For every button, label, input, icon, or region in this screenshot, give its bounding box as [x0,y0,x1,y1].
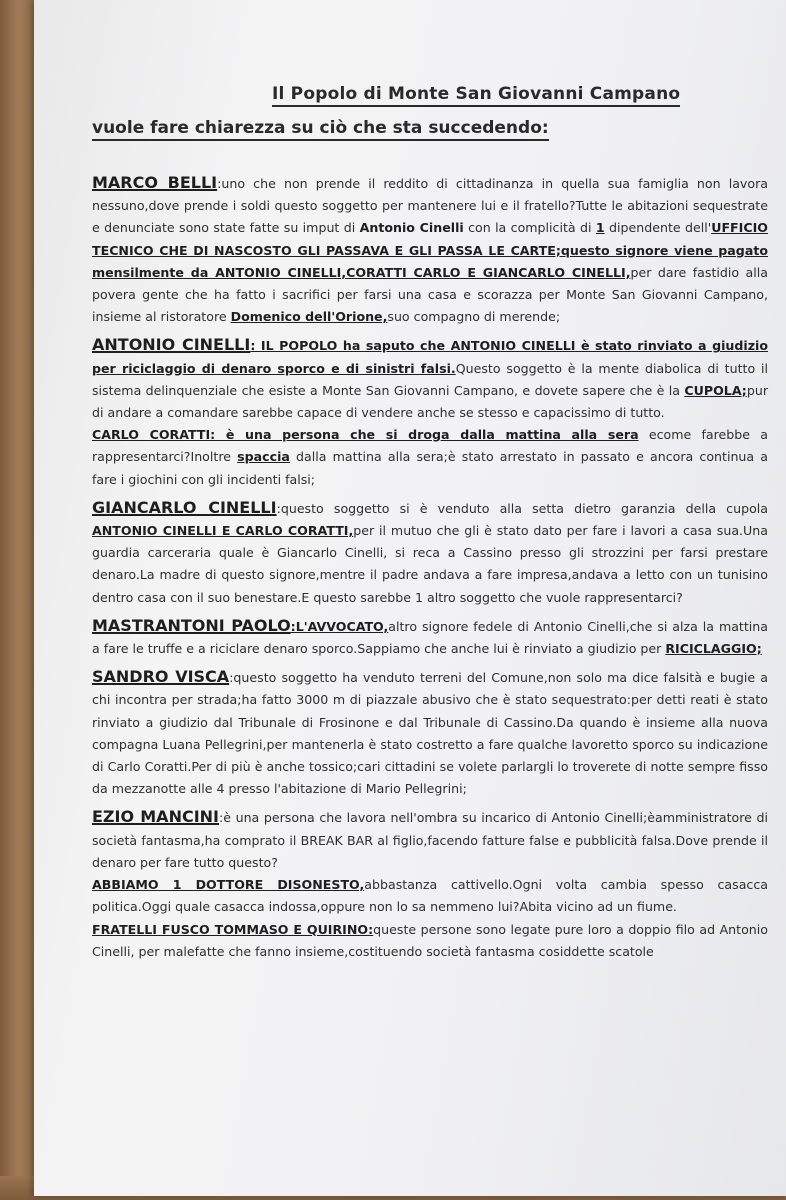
paragraph-sandro-visca [92,666,768,800]
flyer-title-line-1: Il Popolo di Monte San Giovanni Campano [272,84,680,107]
bold-underlined-span: ABBIAMO 1 DOTTORE DISONESTO, [92,877,365,893]
bold-underlined-span: UFFICIO TECNICO CHE DI NASCOSTO GLI PASSAVA E GLI PASSA LE CARTE;questo signore viene pagato mensilmente da ANTONIO CINELLI,CORATTI CARLO E GIANCARLO CINELLI, [92,220,768,280]
paragraph-carlo-coratti [92,424,768,491]
bold-underlined-span: : IL POPOLO ha saputo che ANTONIO CINELLI è stato rinviato a giudizio per riciclaggio di denaro sporco e di sinistri falsi. [92,338,768,376]
text-span: queste persone sono legate pure loro a doppio filo ad Antonio Cinelli, per malefatte che fanno insieme,costituendo società fantasma cosiddette scatole [92,921,768,959]
bold-underlined-span: 1 [595,220,605,236]
flyer-sheet [34,0,786,1196]
text-span: altro signore fedele di Antonio Cinelli,che si alza la mattina a fare le truffe e a riciclare denaro sporco.Sappiamo che anche lui è rinviato a giudizio per [92,618,769,657]
text-span: con la complicità di [463,220,596,236]
text-span: per il mutuo che gli è stato dato per fare i lavori a casa sua.Una guardia carceraria quale è Giancarlo Cinelli, si reca a Cassino presso gli strozzini per farsi prestare denaro.La madre di questo signore,mentre il padre andava a fare impresa,andava a letto con un tunisino dentro casa con il suo benestare.E questo sarebbe 1 altro soggetto che vuole rappresentarci? [92,523,768,605]
text-span: suo compagno di merende; [387,309,561,325]
name-giancarlo-cinelli: GIANCARLO CINELLI [92,497,277,517]
text-span: :questo soggetto ha venduto terreni del Comune,non solo ma dice falsità e bugie a chi incontra per strada;ha fatto 3000 m di piazzale abusivo che è stato sequestrato:per detti reati è stato rinviato a giudizio dal Tribunale di Frosinone e dal Tribunale di Cassino.Da quando è insieme alla nuova compagna Luana Pellegrini,per mantenerla è stato costretto a fare qualche lavoretto sporco su indicazione di Carlo Coratti.Per di più è anche tossico;cari cittadini se volete parlargli lo troverete di notte sempre fisso da mezzanotte alle 4 presso l'abitazione di Mario Pellegrini; [92,670,768,797]
name-sandro-visca: SANDRO VISCA [92,667,230,687]
name-mastrantoni-paolo: MASTRANTONI PAOLO [92,615,291,635]
paragraph-mastrantoni-paolo [92,615,768,660]
flyer-body [92,172,768,963]
paragraph-ezio-mancini [92,806,768,874]
bold-underlined-span: :L'AVVOCATO, [290,618,389,634]
paragraph-giancarlo-cinelli [92,497,768,609]
text-span: pur di andare a comandare sarebbe capace di vendere anche se stesso e capacissimo di tutto. [92,382,768,421]
paragraph-antonio-cinelli [92,334,768,424]
text-span: dipendente dell' [604,220,712,236]
text-span: :uno che non prende il reddito di cittadinanza in quella sua famiglia non lavora nessuno,dove prende i soldi questo soggetto per mantenere lui e il fratello?Tutte le abitazioni sequestrate e denunciate sono state fatte su imput di [92,176,768,236]
paragraph-fratelli-fusco [92,919,768,963]
text-span: :è una persona che lavora nell'ombra su incarico di Antonio Cinelli;èamministratore di società fantasma,ha comprato il BREAK BAR al figlio,facendo fatture false e pubblicità falsa.Dove prende il denaro per fare tutto questo? [92,810,768,870]
flyer-title-line-2: vuole fare chiarezza su ciò che sta succedendo: [92,118,549,141]
bold-span: Antonio Cinelli [359,220,464,236]
name-ezio-mancini: EZIO MANCINI [92,807,219,827]
text-span: dalla mattina alla sera;è stato arrestato in passato e ancora continua a fare i giochini con gli incidenti falsi; [92,449,768,487]
name-antonio-cinelli: ANTONIO CINELLI [92,335,251,355]
paragraph-marco-belli [92,172,768,328]
text-span: per dare fastidio alla povera gente che ha fatto i sacrifici per farsi una casa e scorazza per Monte San Giovanni Campano, insieme al ristoratore [92,264,768,325]
paragraph-dottore-disonesto [92,874,768,918]
text-span: :questo soggetto si è venduto alla setta dietro garanzia della cupola [276,500,768,516]
bold-underlined-span: FRATELLI FUSCO TOMMASO E QUIRINO: [92,921,374,937]
text-span: abbastanza cattivello.Ogni volta cambia spesso casacca politica.Oggi quale casacca indossa,oppure non lo sa nemmeno lui?Abita vicino ad un fiume. [92,877,768,915]
bold-underlined-span: ANTONIO CINELLI E CARLO CORATTI, [92,523,354,539]
bold-underlined-span: spaccia [237,449,290,465]
text-span: Questo soggetto è la mente diabolica di tutto il sistema delinquenziale che esiste a Monte San Giovanni Campano, e dovete sapere che è la [92,360,768,398]
text-span: ecome farebbe a rappresentarci?Inoltre [92,427,768,465]
bold-underlined-span: CARLO CORATTI: è una persona che si droga dalla mattina alla sera [92,427,639,443]
bold-underlined-span: RICICLAGGIO; [665,641,762,657]
name-marco-belli: MARCO BELLI [92,173,218,192]
bold-underlined-span: Domenico dell'Orione, [230,309,388,325]
bold-underlined-span: CUPOLA; [684,382,747,398]
